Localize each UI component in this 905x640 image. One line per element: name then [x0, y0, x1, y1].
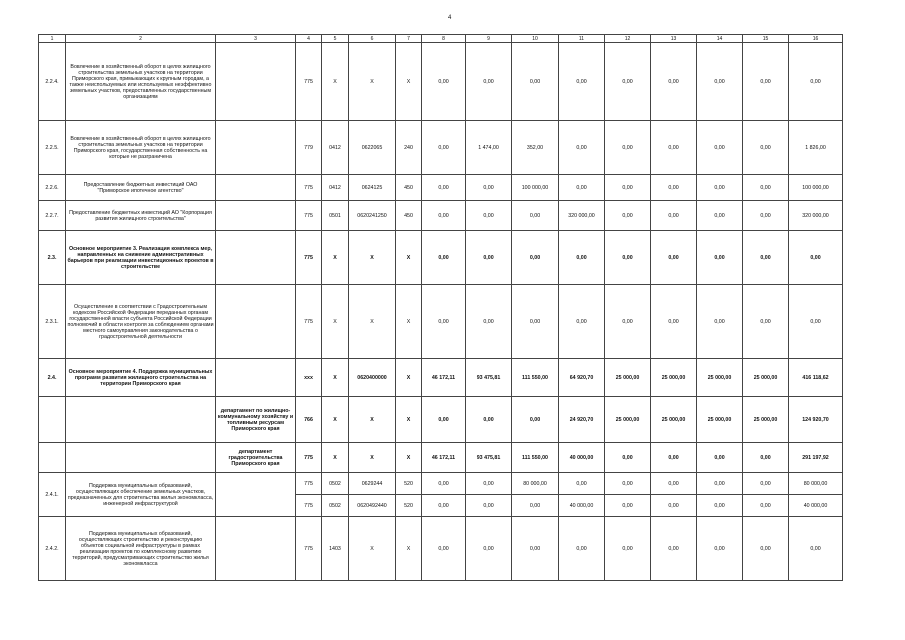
- row-value: 0,00: [466, 495, 512, 517]
- row-value: 0,00: [697, 473, 743, 495]
- table-row: [39, 359, 843, 397]
- row-grbs: 775: [296, 443, 322, 473]
- row-csr: Х: [349, 285, 396, 359]
- row-grbs: 775: [296, 473, 322, 495]
- row-value: 25 000,00: [651, 359, 697, 397]
- row-vr: 240: [396, 121, 422, 175]
- row-grbs: 775: [296, 285, 322, 359]
- row-csr: Х: [349, 443, 396, 473]
- row-value: 0,00: [743, 495, 789, 517]
- row-total: 291 197,92: [789, 443, 843, 473]
- row-total: 100 000,00: [789, 175, 843, 201]
- row-value: 0,00: [697, 201, 743, 231]
- row-value: 40 000,00: [559, 495, 605, 517]
- row-rz: Х: [322, 359, 349, 397]
- row-csr: Х: [349, 397, 396, 443]
- row-number: [39, 397, 66, 443]
- row-rz: Х: [322, 43, 349, 121]
- row-responsible: [216, 285, 296, 359]
- row-value: 0,00: [466, 231, 512, 285]
- row-value: 0,00: [605, 473, 651, 495]
- row-value: 0,00: [512, 517, 559, 581]
- row-grbs: ххх: [296, 359, 322, 397]
- row-number: 2.3.1.: [39, 285, 66, 359]
- row-rz: 0412: [322, 121, 349, 175]
- row-value: 64 920,70: [559, 359, 605, 397]
- row-name: Поддержка муниципальных образований, осуществляющих строительство и реконструкцию объектов социальной инфраструктуры в рамках реализации проектов по комплексному развитию территорий, предусматривающих строительство жилья экономкласса: [66, 517, 216, 581]
- budget-table: [38, 34, 843, 581]
- header-cell: 5: [322, 35, 349, 43]
- row-responsible: [216, 201, 296, 231]
- row-value: 0,00: [651, 121, 697, 175]
- table-row: [39, 121, 843, 175]
- row-grbs: 775: [296, 43, 322, 121]
- row-value: 0,00: [512, 495, 559, 517]
- row-vr: Х: [396, 443, 422, 473]
- row-value: 320 000,00: [559, 201, 605, 231]
- header-cell: 3: [216, 35, 296, 43]
- row-value: 0,00: [559, 175, 605, 201]
- row-name: Основное мероприятие 4. Поддержка муниципальных программ развития жилищного строительства на территории Приморского края: [66, 359, 216, 397]
- row-value: 0,00: [605, 43, 651, 121]
- row-value: 0,00: [605, 121, 651, 175]
- row-grbs: 779: [296, 121, 322, 175]
- row-grbs: 775: [296, 231, 322, 285]
- row-vr: 520: [396, 473, 422, 495]
- row-rz: 1403: [322, 517, 349, 581]
- row-rz: 0412: [322, 175, 349, 201]
- row-value: 0,00: [422, 175, 466, 201]
- row-value: 0,00: [743, 175, 789, 201]
- row-name: Основное мероприятие 3. Реализация комплекса мер, направленных на снижение административных барьеров при реализации инвестиционных проектов в строительстве: [66, 231, 216, 285]
- row-value: 0,00: [559, 121, 605, 175]
- row-value: 0,00: [466, 43, 512, 121]
- row-vr: Х: [396, 359, 422, 397]
- row-value: 0,00: [651, 495, 697, 517]
- row-responsible: [216, 359, 296, 397]
- row-value: 0,00: [743, 473, 789, 495]
- row-value: 0,00: [422, 517, 466, 581]
- header-cell: 1: [39, 35, 66, 43]
- row-value: 0,00: [559, 473, 605, 495]
- row-name: Поддержка муниципальных образований, осуществляющих обеспечение земельных участков, предназначенных для строительства жилья экономкласса, инженерной инфраструктурой: [66, 473, 216, 517]
- row-value: 0,00: [559, 517, 605, 581]
- row-value: 1 474,00: [466, 121, 512, 175]
- row-value: 0,00: [743, 231, 789, 285]
- header-cell: 15: [743, 35, 789, 43]
- row-number: 2.2.4.: [39, 43, 66, 121]
- row-value: 0,00: [651, 175, 697, 201]
- row-value: 0,00: [605, 285, 651, 359]
- row-value: 0,00: [743, 43, 789, 121]
- row-vr: Х: [396, 231, 422, 285]
- row-value: 0,00: [422, 201, 466, 231]
- row-name: Предоставление бюджетных инвестиций АО "Корпорация развития жилищного строительства": [66, 201, 216, 231]
- row-vr: 520: [396, 495, 422, 517]
- row-value: 0,00: [743, 201, 789, 231]
- row-responsible: департамент градостроительства Приморского края: [216, 443, 296, 473]
- row-value: 0,00: [605, 495, 651, 517]
- row-csr: 0620241250: [349, 201, 396, 231]
- row-responsible: [216, 175, 296, 201]
- row-value: 0,00: [512, 397, 559, 443]
- row-name: [66, 443, 216, 473]
- row-responsible: [216, 473, 296, 517]
- header-cell: 6: [349, 35, 396, 43]
- row-value: 352,00: [512, 121, 559, 175]
- row-value: 0,00: [697, 517, 743, 581]
- row-rz: Х: [322, 285, 349, 359]
- row-value: 111 550,00: [512, 443, 559, 473]
- row-value: 24 920,70: [559, 397, 605, 443]
- table-row: [39, 175, 843, 201]
- row-name: Вовлечение в хозяйственный оборот в целях жилищного строительства земельных участков на территории Приморского края, государственная собственность на которые не разграничена: [66, 121, 216, 175]
- row-value: 0,00: [697, 121, 743, 175]
- row-value: 0,00: [697, 231, 743, 285]
- header-row: [39, 35, 843, 43]
- row-value: 0,00: [559, 43, 605, 121]
- row-csr: 0629244: [349, 473, 396, 495]
- row-responsible: [216, 517, 296, 581]
- row-csr: 0620400000: [349, 359, 396, 397]
- row-number: 2.2.7.: [39, 201, 66, 231]
- row-total: 80 000,00: [789, 473, 843, 495]
- row-total: 1 826,00: [789, 121, 843, 175]
- row-number: 2.2.6.: [39, 175, 66, 201]
- row-value: 0,00: [697, 175, 743, 201]
- row-vr: Х: [396, 285, 422, 359]
- row-name: [66, 397, 216, 443]
- row-value: 0,00: [559, 231, 605, 285]
- row-value: 25 000,00: [605, 397, 651, 443]
- row-number: 2.4.1.: [39, 473, 66, 517]
- row-value: 40 000,00: [559, 443, 605, 473]
- row-value: 0,00: [651, 473, 697, 495]
- row-value: 25 000,00: [697, 397, 743, 443]
- row-grbs: 775: [296, 495, 322, 517]
- row-rz: Х: [322, 443, 349, 473]
- row-value: 0,00: [422, 121, 466, 175]
- row-value: 0,00: [466, 285, 512, 359]
- row-number: [39, 443, 66, 473]
- row-total: 0,00: [789, 517, 843, 581]
- row-csr: 0624125: [349, 175, 396, 201]
- page-number: 4: [448, 15, 452, 21]
- row-value: 0,00: [512, 201, 559, 231]
- row-vr: Х: [396, 43, 422, 121]
- row-value: 46 172,11: [422, 359, 466, 397]
- row-value: 0,00: [512, 285, 559, 359]
- row-number: 2.4.: [39, 359, 66, 397]
- row-rz: Х: [322, 231, 349, 285]
- row-csr: 0622065: [349, 121, 396, 175]
- table-row: [39, 517, 843, 581]
- row-rz: 0502: [322, 473, 349, 495]
- row-value: 0,00: [651, 517, 697, 581]
- row-total: 320 000,00: [789, 201, 843, 231]
- row-value: 0,00: [743, 121, 789, 175]
- row-name: Осуществление в соответствии с Градостроительным кодексом Российской Федерации переданных органам государственной власти субъекта Российской Федерации полномочий в области контроля за соблюдением органами местного самоуправления законодательства о градостроительной деятельности: [66, 285, 216, 359]
- row-value: 0,00: [651, 201, 697, 231]
- row-value: 100 000,00: [512, 175, 559, 201]
- row-value: 0,00: [697, 43, 743, 121]
- row-value: 93 475,81: [466, 359, 512, 397]
- row-value: 0,00: [605, 231, 651, 285]
- row-csr: 0620492440: [349, 495, 396, 517]
- header-cell: 2: [66, 35, 216, 43]
- row-value: 0,00: [512, 43, 559, 121]
- row-total: 124 920,70: [789, 397, 843, 443]
- row-total: 416 118,62: [789, 359, 843, 397]
- row-value: 0,00: [466, 201, 512, 231]
- row-total: 0,00: [789, 43, 843, 121]
- row-total: 40 000,00: [789, 495, 843, 517]
- row-grbs: 766: [296, 397, 322, 443]
- row-vr: Х: [396, 397, 422, 443]
- row-value: 25 000,00: [697, 359, 743, 397]
- row-value: 0,00: [466, 473, 512, 495]
- row-value: 0,00: [422, 473, 466, 495]
- row-csr: Х: [349, 43, 396, 121]
- row-value: 0,00: [605, 517, 651, 581]
- row-value: 0,00: [743, 443, 789, 473]
- row-value: 0,00: [651, 43, 697, 121]
- row-responsible: [216, 231, 296, 285]
- header-cell: 10: [512, 35, 559, 43]
- header-cell: 8: [422, 35, 466, 43]
- table-row: [39, 443, 843, 473]
- row-vr: Х: [396, 517, 422, 581]
- row-value: 0,00: [466, 517, 512, 581]
- row-responsible: [216, 43, 296, 121]
- row-value: 0,00: [697, 443, 743, 473]
- table-row: [39, 473, 843, 495]
- row-total: 0,00: [789, 285, 843, 359]
- row-rz: 0501: [322, 201, 349, 231]
- row-value: 25 000,00: [743, 397, 789, 443]
- row-vr: 450: [396, 175, 422, 201]
- row-rz: Х: [322, 397, 349, 443]
- header-cell: 11: [559, 35, 605, 43]
- row-value: 0,00: [743, 285, 789, 359]
- row-value: 46 172,11: [422, 443, 466, 473]
- header-cell: 16: [789, 35, 843, 43]
- row-csr: Х: [349, 231, 396, 285]
- header-cell: 14: [697, 35, 743, 43]
- row-value: 0,00: [697, 285, 743, 359]
- table-row: [39, 285, 843, 359]
- row-value: 0,00: [697, 495, 743, 517]
- row-value: 0,00: [466, 397, 512, 443]
- row-value: 0,00: [605, 443, 651, 473]
- row-vr: 450: [396, 201, 422, 231]
- row-name: Вовлечение в хозяйственный оборот в целях жилищного строительства земельных участков на территории Приморского края, примыкающих к крупным городам, а также неиспользуемых или используемых неэффективно земельных участков, предоставленных государственным организациям: [66, 43, 216, 121]
- row-value: 0,00: [422, 397, 466, 443]
- header-cell: 9: [466, 35, 512, 43]
- row-total: 0,00: [789, 231, 843, 285]
- row-number: 2.3.: [39, 231, 66, 285]
- row-value: 25 000,00: [605, 359, 651, 397]
- row-value: 0,00: [651, 231, 697, 285]
- row-value: 111 550,00: [512, 359, 559, 397]
- row-number: 2.2.5.: [39, 121, 66, 175]
- row-value: 0,00: [605, 175, 651, 201]
- header-cell: 4: [296, 35, 322, 43]
- row-responsible: департамент по жилищно-коммунальному хозяйству и топливным ресурсам Приморского края: [216, 397, 296, 443]
- row-number: 2.4.2.: [39, 517, 66, 581]
- row-value: 0,00: [422, 495, 466, 517]
- row-value: 25 000,00: [651, 397, 697, 443]
- header-cell: 13: [651, 35, 697, 43]
- row-value: 0,00: [743, 517, 789, 581]
- row-value: 0,00: [559, 285, 605, 359]
- header-cell: 12: [605, 35, 651, 43]
- row-value: 0,00: [512, 231, 559, 285]
- row-grbs: 775: [296, 517, 322, 581]
- row-value: 25 000,00: [743, 359, 789, 397]
- row-responsible: [216, 121, 296, 175]
- table-row: [39, 43, 843, 121]
- row-value: 0,00: [466, 175, 512, 201]
- row-grbs: 775: [296, 201, 322, 231]
- row-value: 0,00: [422, 231, 466, 285]
- row-name: Предоставление бюджетных инвестиций ОАО "Приморское ипотечное агентство": [66, 175, 216, 201]
- row-value: 0,00: [651, 443, 697, 473]
- table-row: [39, 397, 843, 443]
- row-value: 0,00: [422, 285, 466, 359]
- row-csr: Х: [349, 517, 396, 581]
- row-rz: 0502: [322, 495, 349, 517]
- table-row: [39, 201, 843, 231]
- header-cell: 7: [396, 35, 422, 43]
- table-row: [39, 231, 843, 285]
- row-value: 0,00: [605, 201, 651, 231]
- row-value: 0,00: [422, 43, 466, 121]
- row-value: 80 000,00: [512, 473, 559, 495]
- row-value: 93 475,81: [466, 443, 512, 473]
- row-value: 0,00: [651, 285, 697, 359]
- row-grbs: 775: [296, 175, 322, 201]
